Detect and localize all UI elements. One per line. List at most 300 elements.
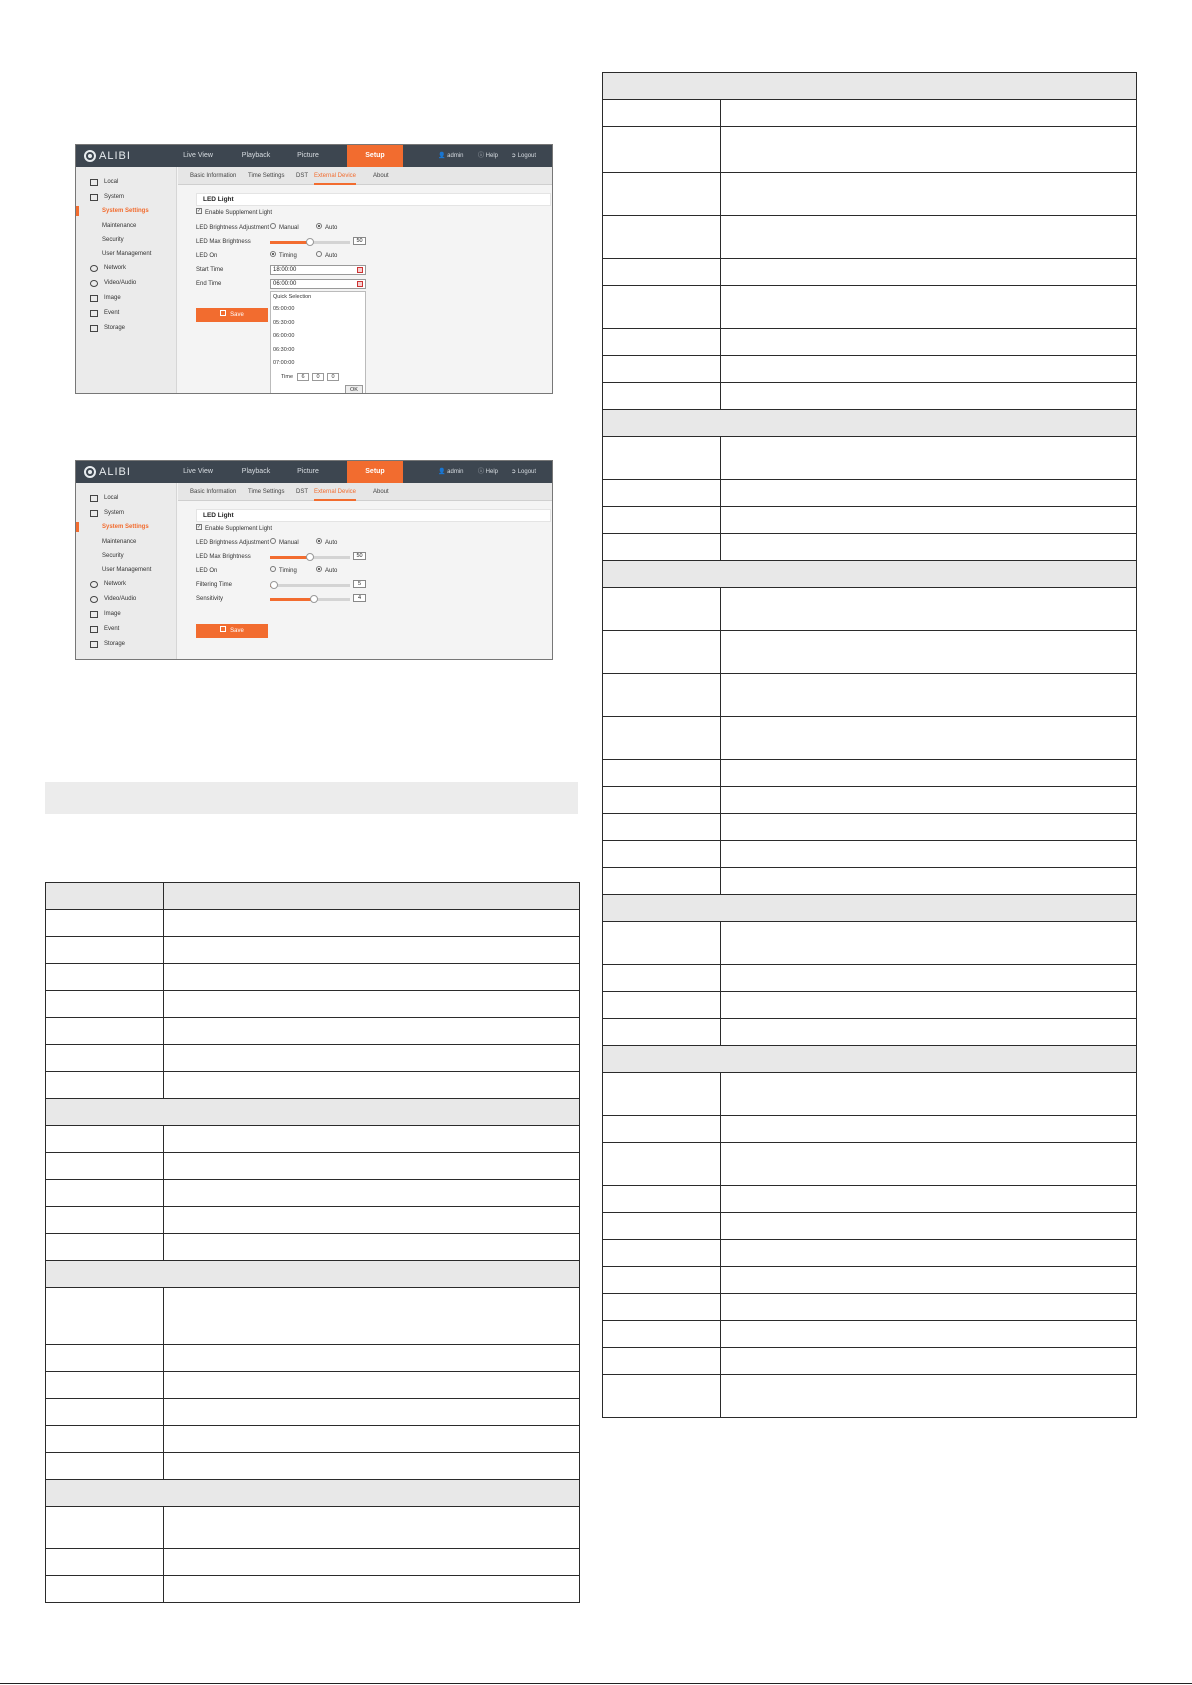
timing-label: Timing <box>279 253 297 259</box>
sidebar-item-user-management[interactable]: User Management <box>102 251 152 257</box>
table-cell <box>603 507 721 534</box>
table-cell <box>164 1345 580 1372</box>
table-row <box>603 1294 1137 1321</box>
monitor-icon <box>90 495 98 502</box>
table-row <box>46 1399 580 1426</box>
table-group-cell <box>46 1099 580 1126</box>
footer-rule <box>0 1683 1192 1684</box>
sidebar-label: Local <box>104 179 119 185</box>
table-cell <box>721 868 1137 895</box>
image-icon <box>90 611 98 618</box>
table-cell <box>603 100 721 127</box>
sidebar <box>76 167 177 393</box>
active-marker <box>76 206 79 216</box>
max-brightness-value[interactable]: 50 <box>353 237 366 245</box>
storage-icon <box>90 325 98 332</box>
table-cell <box>164 910 580 937</box>
table-cell <box>603 868 721 895</box>
auto-on-radio[interactable] <box>316 566 337 576</box>
table-cell <box>46 1576 164 1603</box>
tab-about[interactable]: About <box>373 173 389 179</box>
sensitivity-label: Sensitivity <box>196 596 224 602</box>
table-row <box>603 1186 1137 1213</box>
auto-radio[interactable] <box>316 538 337 548</box>
table-cell <box>721 437 1137 480</box>
sidebar-label: Image <box>104 295 121 301</box>
filtering-time-value[interactable]: 5 <box>353 580 366 588</box>
table-cell <box>164 1126 580 1153</box>
table-cell <box>721 1019 1137 1046</box>
table-cell <box>46 964 164 991</box>
table-row <box>603 1073 1137 1116</box>
timing-radio[interactable] <box>270 251 297 261</box>
table-row <box>603 1321 1137 1348</box>
tab-external-device[interactable]: External Device <box>314 483 356 501</box>
auto-label: Auto <box>325 540 338 546</box>
table-row <box>46 1153 580 1180</box>
logo-text: ALIBI <box>99 466 131 478</box>
table-cell <box>603 383 721 410</box>
table-cell <box>603 1186 721 1213</box>
table-row <box>46 1453 580 1480</box>
table-cell <box>603 1019 721 1046</box>
table-row <box>46 1207 580 1234</box>
sidebar-item-maintenance[interactable]: Maintenance <box>102 539 137 545</box>
sidebar-item-maintenance[interactable]: Maintenance <box>102 223 137 229</box>
table-cell <box>46 1207 164 1234</box>
auto-label: Auto <box>325 568 338 574</box>
user-name: admin <box>447 153 464 159</box>
logo-text: ALIBI <box>99 150 131 162</box>
sidebar-item-event[interactable] <box>90 308 119 318</box>
table-row <box>46 1018 580 1045</box>
table-cell <box>721 383 1137 410</box>
radio-icon <box>270 566 276 572</box>
table-cell <box>603 216 721 259</box>
logout-label: Logout <box>517 469 537 475</box>
user-menu[interactable]: 👤 admin <box>438 469 464 475</box>
section-header: LED Light <box>196 509 551 522</box>
timing-radio[interactable] <box>270 566 297 576</box>
section-header: LED Light <box>196 193 551 206</box>
slider-knob[interactable] <box>270 581 278 589</box>
sidebar-label: System <box>104 510 125 516</box>
table-cell <box>164 883 580 910</box>
table-cell <box>164 1153 580 1180</box>
table-cell <box>721 1294 1137 1321</box>
radio-icon <box>270 538 276 544</box>
table-row <box>603 286 1137 329</box>
nav-setup[interactable]: Setup <box>347 461 403 483</box>
table-header-row <box>46 883 580 910</box>
table-cell <box>603 1294 721 1321</box>
second-spinner[interactable]: 0 <box>327 373 339 381</box>
table-cell <box>46 1180 164 1207</box>
max-brightness-slider[interactable] <box>270 241 350 244</box>
sidebar-item-system-settings[interactable]: System Settings <box>102 208 149 214</box>
table-cell <box>46 1426 164 1453</box>
top-bar <box>76 461 552 483</box>
table-cell <box>721 480 1137 507</box>
slider-fill <box>270 598 314 601</box>
table-cell <box>721 1143 1137 1186</box>
table-row <box>46 1288 580 1345</box>
tab-external-device[interactable]: External Device <box>314 167 356 185</box>
table-row <box>603 1116 1137 1143</box>
table-cell <box>721 1267 1137 1294</box>
table-row <box>603 674 1137 717</box>
save-label: Save <box>230 628 244 634</box>
table-row <box>46 991 580 1018</box>
table-group-row <box>603 895 1137 922</box>
tab-about[interactable]: About <box>373 489 389 495</box>
table-cell <box>603 259 721 286</box>
table-cell <box>721 1375 1137 1418</box>
save-button[interactable] <box>196 624 268 638</box>
table-cell <box>46 1399 164 1426</box>
manual-radio[interactable] <box>270 538 299 548</box>
table-row <box>603 814 1137 841</box>
enable-supplement-light-checkbox[interactable] <box>196 524 272 534</box>
sidebar-label: Network <box>104 265 127 271</box>
sidebar-label: Image <box>104 611 121 617</box>
table-cell <box>46 1126 164 1153</box>
table-cell <box>721 1321 1137 1348</box>
table-group-cell <box>603 410 1137 437</box>
table-cell <box>164 1399 580 1426</box>
table-cell <box>46 1288 164 1345</box>
max-brightness-label: LED Max Brightness <box>196 239 251 245</box>
table-cell <box>603 1073 721 1116</box>
table-cell <box>721 329 1137 356</box>
table-cell <box>164 1549 580 1576</box>
table-group-row <box>603 73 1137 100</box>
max-brightness-slider[interactable] <box>270 556 350 559</box>
sidebar-item-system-settings[interactable]: System Settings <box>102 524 149 530</box>
save-label: Save <box>230 312 244 318</box>
table-group-row <box>603 1046 1137 1073</box>
slider-fill <box>270 556 310 559</box>
time-label: Time <box>281 374 294 380</box>
table-cell <box>603 127 721 173</box>
auto-on-radio[interactable] <box>316 251 337 261</box>
timing-label: Timing <box>279 568 297 574</box>
table-cell <box>603 286 721 329</box>
calendar-icon[interactable] <box>357 281 363 287</box>
slider-knob[interactable] <box>306 238 314 246</box>
end-time-input[interactable] <box>270 279 366 289</box>
radio-icon <box>316 538 322 544</box>
table-row <box>603 329 1137 356</box>
quick-option[interactable]: 05:00:00 <box>273 306 295 312</box>
table-cell <box>164 1576 580 1603</box>
sidebar-item-image[interactable] <box>90 293 121 303</box>
table-cell <box>721 922 1137 965</box>
quick-option[interactable]: 05:30:00 <box>273 320 295 326</box>
top-bar <box>76 145 552 167</box>
sidebar-item-video-audio[interactable] <box>90 278 136 288</box>
start-time-label: Start Time <box>196 267 224 273</box>
minute-spinner[interactable]: 0 <box>312 373 324 381</box>
start-time-input[interactable] <box>270 265 366 275</box>
calendar-icon[interactable] <box>357 267 363 273</box>
table-cell <box>164 1072 580 1099</box>
table-cell <box>603 1143 721 1186</box>
calendar-icon <box>90 626 98 633</box>
max-brightness-value[interactable]: 50 <box>353 552 366 560</box>
manual-label: Manual <box>279 540 299 546</box>
table-row <box>603 437 1137 480</box>
table-cell <box>603 1240 721 1267</box>
nav-live-view[interactable]: Live View <box>183 468 213 475</box>
table-row <box>46 937 580 964</box>
active-marker <box>76 522 79 532</box>
sidebar-label: Storage <box>104 641 126 647</box>
table-cell <box>721 631 1137 674</box>
table-group-cell <box>603 73 1137 100</box>
logo-icon <box>84 150 96 162</box>
end-time-label: End Time <box>196 281 222 287</box>
nav-live-view[interactable]: Live View <box>183 152 213 159</box>
screenshot-led-timing <box>75 144 553 394</box>
system-icon <box>90 510 98 517</box>
table-row <box>46 1549 580 1576</box>
sidebar-label: Local <box>104 495 119 501</box>
table-cell <box>46 1018 164 1045</box>
table-group-cell <box>46 1480 580 1507</box>
storage-icon <box>90 641 98 648</box>
table-cell <box>603 437 721 480</box>
sidebar-item-security[interactable]: Security <box>102 553 124 559</box>
table-cell <box>164 1453 580 1480</box>
sidebar-item-image[interactable] <box>90 609 121 619</box>
table-cell <box>721 841 1137 868</box>
sidebar-label: Network <box>104 581 127 587</box>
table-cell <box>603 329 721 356</box>
filtering-time-label: Filtering Time <box>196 582 233 588</box>
table-row <box>603 127 1137 173</box>
section-heading-band <box>45 782 578 814</box>
table-group-cell <box>603 895 1137 922</box>
table-row <box>603 216 1137 259</box>
table-row <box>603 965 1137 992</box>
table-cell <box>721 787 1137 814</box>
nav-playback[interactable]: Playback <box>241 468 271 475</box>
auto-label: Auto <box>325 253 338 259</box>
alibi-logo <box>84 465 131 479</box>
logout-link[interactable]: ➲ Logout <box>511 469 537 475</box>
sidebar-label: Event <box>104 310 120 316</box>
table-cell <box>603 1375 721 1418</box>
table-group-row <box>603 410 1137 437</box>
sidebar-item-storage[interactable] <box>90 639 125 649</box>
table-row <box>603 534 1137 561</box>
logout-label: Logout <box>517 153 537 159</box>
hour-spinner[interactable]: 6 <box>297 373 309 381</box>
table-cell <box>46 1234 164 1261</box>
sidebar-label: System <box>104 194 125 200</box>
table-cell <box>603 1348 721 1375</box>
quick-option[interactable]: 07:00:00 <box>273 360 295 366</box>
settings-tabs <box>178 167 552 185</box>
table-cell <box>164 1426 580 1453</box>
radio-icon <box>270 223 276 229</box>
help-label: Help <box>485 153 499 159</box>
table-row <box>603 1213 1137 1240</box>
table-cell <box>721 717 1137 760</box>
table-row <box>603 717 1137 760</box>
logo-icon <box>84 466 96 478</box>
table-cell <box>721 965 1137 992</box>
table-cell <box>721 1348 1137 1375</box>
table-cell <box>46 1507 164 1549</box>
nav-picture[interactable]: Picture <box>297 468 319 475</box>
brightness-adjustment-label: LED Brightness Adjustment <box>196 540 270 546</box>
sidebar-label: Video/Audio <box>104 596 137 602</box>
table-cell <box>164 1207 580 1234</box>
table-row <box>603 480 1137 507</box>
tab-basic-information[interactable]: Basic Information <box>190 489 237 495</box>
tab-dst[interactable]: DST <box>296 489 308 495</box>
user-menu[interactable]: 👤 admin <box>438 153 464 159</box>
table-cell <box>603 631 721 674</box>
nav-setup[interactable]: Setup <box>347 145 403 167</box>
table-row <box>603 100 1137 127</box>
sidebar-item-network[interactable] <box>90 579 126 589</box>
sidebar-item-network[interactable] <box>90 263 126 273</box>
led-on-label: LED On <box>196 568 218 574</box>
sidebar-label: Event <box>104 626 120 632</box>
slider-knob[interactable] <box>306 553 314 561</box>
table-group-row <box>46 1099 580 1126</box>
quick-option[interactable]: 06:00:00 <box>273 333 295 339</box>
table-cell <box>721 356 1137 383</box>
table-row <box>46 1372 580 1399</box>
table-row <box>46 1045 580 1072</box>
help-label: Help <box>485 469 499 475</box>
sidebar-item-security[interactable]: Security <box>102 237 124 243</box>
help-link[interactable]: ⓘ Help <box>478 153 499 159</box>
table-row <box>46 964 580 991</box>
table-cell <box>164 1018 580 1045</box>
auto-radio[interactable] <box>316 223 337 233</box>
tab-time-settings[interactable]: Time Settings <box>248 173 285 179</box>
table-row <box>603 841 1137 868</box>
logout-link[interactable]: ➲ Logout <box>511 153 537 159</box>
slider-knob[interactable] <box>310 595 318 603</box>
table-cell <box>164 1234 580 1261</box>
table-cell <box>721 286 1137 329</box>
table-cell <box>721 1186 1137 1213</box>
sidebar-item-system[interactable] <box>90 508 124 518</box>
tab-basic-information[interactable]: Basic Information <box>190 173 237 179</box>
table-row <box>46 910 580 937</box>
parameter-table-left <box>45 882 580 1603</box>
filtering-time-slider[interactable] <box>270 584 350 587</box>
enable-label: Enable Supplement Light <box>205 210 273 216</box>
table-cell <box>46 1345 164 1372</box>
sidebar-item-local[interactable] <box>90 493 118 503</box>
brightness-adjustment-label: LED Brightness Adjustment <box>196 225 270 231</box>
table-cell <box>721 507 1137 534</box>
table-cell <box>603 588 721 631</box>
nav-playback[interactable]: Playback <box>241 152 271 159</box>
table-cell <box>603 1267 721 1294</box>
ok-button[interactable]: OK <box>345 385 363 394</box>
sidebar-item-user-management[interactable]: User Management <box>102 567 152 573</box>
table-cell <box>164 937 580 964</box>
sidebar <box>76 483 177 659</box>
table-cell <box>603 992 721 1019</box>
table-cell <box>164 1045 580 1072</box>
sensitivity-value[interactable]: 4 <box>353 594 366 602</box>
quick-option[interactable]: 06:30:00 <box>273 347 295 353</box>
tab-dst[interactable]: DST <box>296 173 308 179</box>
table-cell <box>46 1045 164 1072</box>
table-cell <box>603 787 721 814</box>
table-cell <box>603 841 721 868</box>
table-cell <box>721 1213 1137 1240</box>
table-cell <box>603 1116 721 1143</box>
table-cell <box>46 1453 164 1480</box>
table-cell <box>603 173 721 216</box>
table-cell <box>721 216 1137 259</box>
table-cell <box>721 992 1137 1019</box>
help-link[interactable]: ⓘ Help <box>478 469 499 475</box>
sidebar-item-local[interactable] <box>90 177 118 187</box>
table-row <box>46 1072 580 1099</box>
table-cell <box>46 1549 164 1576</box>
nav-picture[interactable]: Picture <box>297 152 319 159</box>
table-cell <box>721 1073 1137 1116</box>
table-group-cell <box>46 1261 580 1288</box>
enable-supplement-light-checkbox[interactable] <box>196 208 272 218</box>
manual-radio[interactable] <box>270 223 299 233</box>
sidebar-item-system[interactable] <box>90 192 124 202</box>
sidebar-item-storage[interactable] <box>90 323 125 333</box>
system-icon <box>90 194 98 201</box>
table-cell <box>603 1321 721 1348</box>
table-cell <box>164 1372 580 1399</box>
table-cell <box>603 717 721 760</box>
table-cell <box>721 1116 1137 1143</box>
table-group-row <box>46 1261 580 1288</box>
table-cell <box>721 100 1137 127</box>
table-cell <box>164 991 580 1018</box>
table-row <box>603 356 1137 383</box>
sidebar-item-event[interactable] <box>90 624 119 634</box>
table-cell <box>721 259 1137 286</box>
table-row <box>603 787 1137 814</box>
table-cell <box>721 1240 1137 1267</box>
table-cell <box>46 1372 164 1399</box>
table-row <box>603 1348 1137 1375</box>
radio-icon <box>270 251 276 257</box>
table-cell <box>603 534 721 561</box>
table-cell <box>46 1153 164 1180</box>
table-cell <box>46 937 164 964</box>
table-cell <box>164 1288 580 1345</box>
tab-time-settings[interactable]: Time Settings <box>248 489 285 495</box>
sensitivity-slider[interactable] <box>270 598 350 601</box>
table-cell <box>46 991 164 1018</box>
table-cell <box>721 814 1137 841</box>
table-cell <box>603 760 721 787</box>
checkbox-icon: ✓ <box>197 524 202 531</box>
table-row <box>603 173 1137 216</box>
save-button[interactable] <box>196 308 268 322</box>
sidebar-item-video-audio[interactable] <box>90 594 136 604</box>
